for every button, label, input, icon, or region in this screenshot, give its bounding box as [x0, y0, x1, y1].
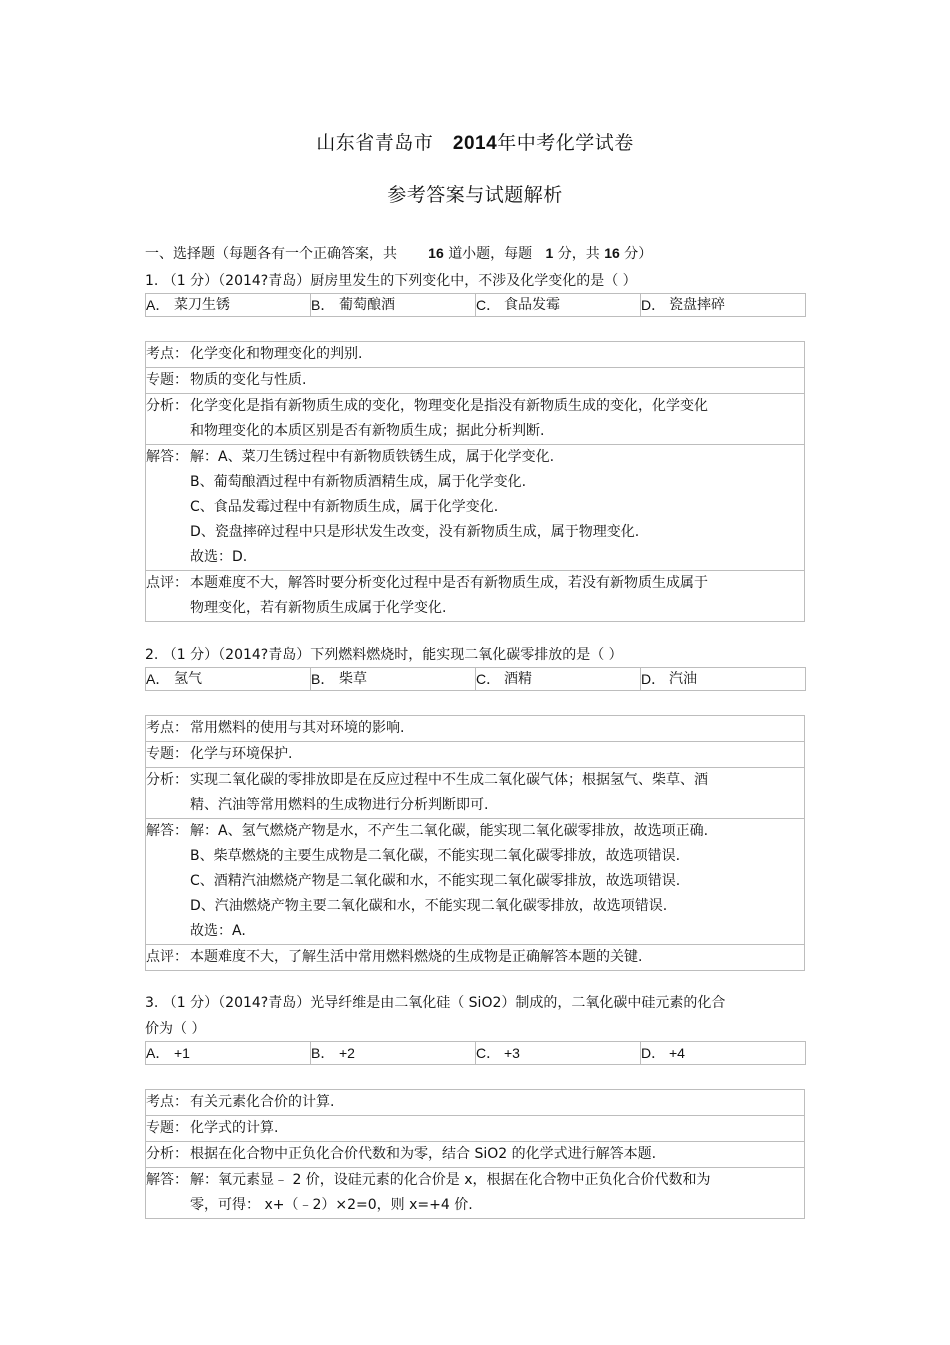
option-letter: A．	[146, 297, 170, 313]
analysis-line: 根据在化合物中正负化合价代数和为零，结合 SiO2 的化学式进行解答本题.	[190, 1146, 657, 1162]
option-text: 汽油	[669, 671, 697, 687]
page-title	[0, 128, 950, 155]
analysis-line: C、食品发霉过程中有新物质生成，属于化学变化.	[190, 499, 499, 515]
question-3-options	[145, 1041, 806, 1065]
question-2-options	[145, 667, 806, 691]
analysis-line: 故选：A.	[190, 923, 246, 939]
analysis-row-jieda	[145, 444, 805, 570]
section-heading-part: 一、选择题（每题各有一个正确答案，共	[145, 246, 397, 262]
analysis-line: 零，可得： x+（﹣2）×2=0，则 x=+4 价.	[190, 1197, 473, 1213]
analysis-line: C、酒精汽油燃烧产物是二氧化碳和水，不能实现二氧化碳零排放，故选项错误.	[190, 873, 681, 889]
title-rest: 年中考化学试卷	[497, 132, 634, 154]
question-1-options	[145, 293, 806, 317]
option-letter: D．	[641, 1045, 666, 1061]
option-letter: A．	[146, 671, 170, 687]
question-stem-line: 3. （1 分）（2014?青岛）光导纤维是由二氧化硅（ SiO2）制成的，二氧化碳中硅元素的化合	[145, 995, 726, 1011]
analysis-line: 物质的变化与性质.	[190, 372, 307, 388]
analysis-row-zhuanti	[145, 367, 805, 393]
analysis-label: 考点：	[146, 720, 188, 736]
option-text: 酒精	[504, 671, 532, 687]
analysis-label: 专题：	[146, 746, 188, 762]
option-letter: B．	[311, 1045, 335, 1061]
analysis-row-fenxi	[145, 767, 805, 818]
option-letter: A．	[146, 1045, 170, 1061]
page-subtitle: 参考答案与试题解析	[387, 184, 563, 206]
analysis-row-zhuanti	[145, 1115, 805, 1141]
section-heading-part: 道小题，每题	[448, 246, 533, 262]
option-text: 瓷盘摔碎	[669, 297, 725, 313]
option-letter: C．	[476, 297, 501, 313]
analysis-line: 化学与环境保护.	[190, 746, 293, 762]
analysis-line: 物理变化，若有新物质生成属于化学变化.	[190, 600, 447, 616]
option-d	[640, 294, 805, 316]
option-d	[640, 668, 805, 690]
option-c	[475, 294, 640, 316]
section-heading-number: 16	[428, 245, 444, 261]
analysis-line: D、瓷盘摔碎过程中只是形状发生改变，没有新物质生成，属于物理变化.	[190, 524, 640, 540]
option-letter: D．	[641, 297, 666, 313]
option-text: 食品发霉	[504, 297, 560, 313]
option-text: +1	[174, 1045, 190, 1061]
analysis-line: D、汽油燃烧产物主要二氧化碳和水，不能实现二氧化碳零排放，故选项错误.	[190, 898, 668, 914]
analysis-label: 分析：	[146, 772, 188, 788]
analysis-line: 解：A、菜刀生锈过程中有新物质铁锈生成，属于化学变化.	[190, 449, 555, 465]
analysis-label: 考点：	[146, 346, 188, 362]
option-letter: B．	[311, 297, 335, 313]
analysis-line: 化学变化是指有新物质生成的变化，物理变化是指没有新物质生成的变化，化学变化	[190, 398, 708, 414]
option-a	[145, 1042, 310, 1064]
analysis-line: 本题难度不大，了解生活中常用燃料燃烧的生成物是正确解答本题的关键.	[190, 949, 643, 965]
analysis-label: 分析：	[146, 1146, 188, 1162]
question-stem-line: 1. （1 分）（2014?青岛）厨房里发生的下列变化中，不涉及化学变化的是（ ）	[145, 273, 637, 289]
analysis-label: 解答：	[146, 823, 188, 839]
option-text: +4	[669, 1045, 685, 1061]
analysis-line: 化学式的计算.	[190, 1120, 279, 1136]
analysis-line: 化学变化和物理变化的判别.	[190, 346, 363, 362]
option-letter: D．	[641, 671, 666, 687]
analysis-row-dianping	[145, 944, 805, 971]
analysis-label: 点评：	[146, 949, 188, 965]
analysis-line: 实现二氧化碳的零排放即是在反应过程中不生成二氧化碳气体；根据氢气、柴草、酒	[190, 772, 708, 788]
question-2-analysis	[145, 715, 805, 971]
analysis-row-kaodian	[145, 341, 805, 367]
section-heading-part: 分）	[624, 246, 653, 262]
question-3-stem	[145, 990, 785, 1042]
option-text: +3	[504, 1045, 520, 1061]
option-b	[310, 668, 475, 690]
option-c	[475, 668, 640, 690]
option-text: 菜刀生锈	[174, 297, 230, 313]
analysis-row-kaodian	[145, 1089, 805, 1115]
question-1-analysis	[145, 341, 805, 622]
analysis-line: 故选：D.	[190, 549, 248, 565]
analysis-label: 分析：	[146, 398, 188, 414]
analysis-row-zhuanti	[145, 741, 805, 767]
option-a	[145, 668, 310, 690]
analysis-row-jieda	[145, 1167, 805, 1219]
option-b	[310, 294, 475, 316]
analysis-line: 有关元素化合价的计算.	[190, 1094, 335, 1110]
option-text: 氢气	[174, 671, 202, 687]
title-year: 2014	[452, 133, 498, 154]
option-text: +2	[339, 1045, 355, 1061]
analysis-line: B、柴草燃烧的主要生成物是二氧化碳，不能实现二氧化碳零排放，故选项错误.	[190, 848, 681, 864]
option-d	[640, 1042, 805, 1064]
section-heading-part: 分，共	[557, 246, 600, 262]
option-letter: B．	[311, 671, 335, 687]
option-text: 葡萄酿酒	[339, 297, 395, 313]
option-text: 柴草	[339, 671, 367, 687]
analysis-row-jieda	[145, 818, 805, 944]
analysis-row-kaodian	[145, 715, 805, 741]
analysis-label: 解答：	[146, 449, 188, 465]
question-stem-line: 2. （1 分）（2014?青岛）下列燃料燃烧时，能实现二氧化碳零排放的是（ ）	[145, 647, 623, 663]
option-a	[145, 294, 310, 316]
analysis-line: B、葡萄酿酒过程中有新物质酒精生成，属于化学变化.	[190, 474, 527, 490]
analysis-row-fenxi	[145, 393, 805, 444]
analysis-label: 考点：	[146, 1094, 188, 1110]
title-region: 山东省青岛市	[316, 132, 434, 154]
question-3-analysis	[145, 1089, 805, 1219]
analysis-line: 精、汽油等常用燃料的生成物进行分析判断即可.	[190, 797, 489, 813]
option-c	[475, 1042, 640, 1064]
analysis-line: 常用燃料的使用与其对环境的影响.	[190, 720, 405, 736]
question-2-stem	[145, 642, 785, 668]
analysis-line: 解：氧元素显﹣ 2 价，设硅元素的化合价是 x，根据在化合物中正负化合价代数和为	[190, 1172, 711, 1188]
analysis-label: 点评：	[146, 575, 188, 591]
section-heading-number: 1	[545, 245, 554, 261]
analysis-line: 本题难度不大，解答时要分析变化过程中是否有新物质生成，若没有新物质生成属于	[190, 575, 708, 591]
analysis-row-fenxi	[145, 1141, 805, 1167]
option-b	[310, 1042, 475, 1064]
analysis-row-dianping	[145, 570, 805, 622]
analysis-line: 和物理变化的本质区别是否有新物质生成；据此分析判断.	[190, 423, 545, 439]
question-stem-line: 价为（ ）	[145, 1021, 206, 1037]
analysis-label: 专题：	[146, 1120, 188, 1136]
option-letter: C．	[476, 671, 501, 687]
section-heading-number: 16	[604, 245, 620, 261]
question-1-stem	[145, 268, 785, 294]
analysis-label: 专题：	[146, 372, 188, 388]
analysis-label: 解答：	[146, 1172, 188, 1188]
option-letter: C．	[476, 1045, 501, 1061]
section-heading	[145, 243, 652, 263]
analysis-line: 解：A、氢气燃烧产物是水，不产生二氧化碳，能实现二氧化碳零排放，故选项正确.	[190, 823, 709, 839]
